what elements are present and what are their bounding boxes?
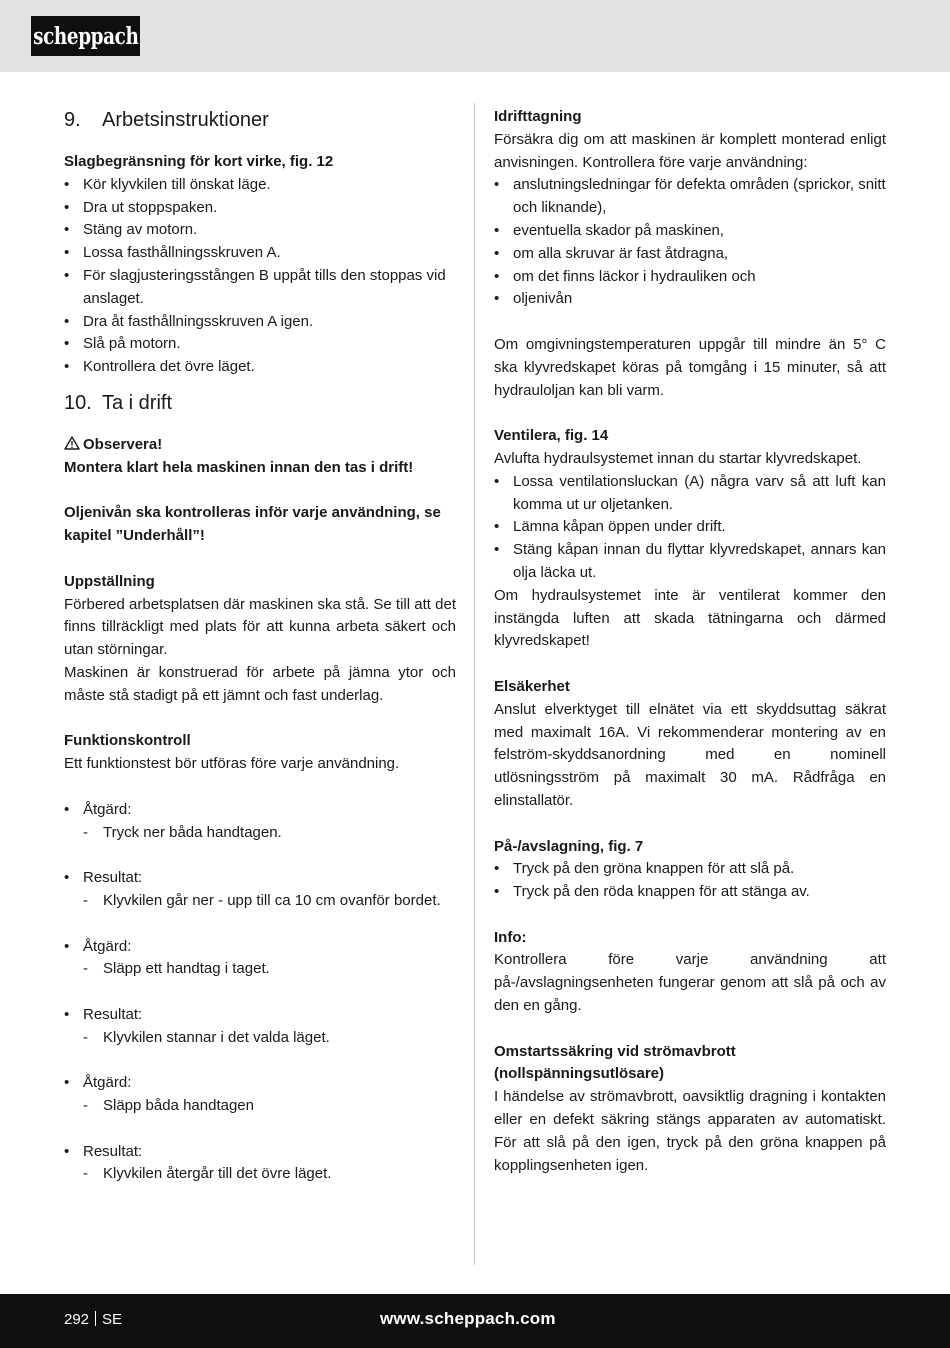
list-item: • Slå på motorn. (64, 333, 456, 356)
info-text: Kontrollera före varje användning att på-/avslagningsenheten fungerar genom att slå på och av den en gång. (494, 951, 886, 1015)
vent-heading: Ventilera, fig. 14 (494, 427, 609, 445)
header-band (0, 0, 950, 72)
step-label: • Resultat: (64, 867, 456, 890)
list-item: • Kontrollera det övre läget. (64, 356, 456, 379)
warning-label-line (64, 434, 456, 457)
onoff-heading: På-/avslagning, fig. 7 (494, 837, 644, 855)
list-item: • Stäng av motorn. (64, 219, 456, 242)
page-separator (95, 1311, 96, 1326)
restart-text: I händelse av strömavbrott, oavsiktlig dragning i kontakten eller en defekt säkring stängs apparaten av automatiskt. För att slå på den igen, tryck på den gröna knappen på kopplingsenheten igen. (494, 1088, 886, 1174)
stroke-list (64, 174, 456, 379)
list-item: • om alla skruvar är fast åtdragna, (494, 243, 886, 266)
list-item: • Dra ut stoppspaken. (64, 197, 456, 220)
list-item: • Tryck på den gröna knappen för att slå på. (494, 858, 886, 881)
temperature-text: Om omgivningstemperaturen uppgår till mindre än 5° C ska klyvredskapet köras på tomgång i 15 minuter, så att hydrauloljan kan bli varm. (494, 335, 886, 399)
step-4 (64, 1004, 456, 1027)
list-item: • oljenivån (494, 288, 886, 311)
commissioning-heading: Idrifttagning (494, 108, 582, 125)
step-5 (64, 1072, 456, 1095)
step-detail: - Släpp ett handtag i taget. (64, 958, 456, 981)
list-item: • om det finns läckor i hydrauliken och (494, 266, 886, 289)
setup-heading: Uppställning (64, 572, 155, 590)
left-column (64, 106, 456, 1186)
restart-heading: Omstartssäkring vid strömavbrott (nollspänningsutlösare) (494, 1042, 736, 1083)
scheppach-logo (31, 16, 140, 56)
step-detail: - Klyvkilen går ner - upp till ca 10 cm ovanför bordet. (64, 890, 456, 913)
list-item: • anslutningsledningar för defekta områden (sprickor, snitt och liknande), (494, 174, 886, 220)
step-3 (64, 936, 456, 959)
commissioning-list (494, 174, 886, 311)
list-item: • För slagjusteringsstången B uppåt tills den stoppas vid anslaget. (64, 265, 456, 311)
list-item: • Tryck på den röda knappen för att stänga av. (494, 881, 886, 904)
logo-text: scheppach (32, 22, 139, 50)
list-item: • Stäng kåpan innan du flyttar klyvredskapet, annars kan olja läcka ut. (494, 539, 886, 585)
commissioning-text: Försäkra dig om att maskinen är komplett monterad enligt anvisningen. Kontrollera före varje användning: (494, 130, 886, 171)
list-item: • Dra åt fasthållningsskruven A igen. (64, 311, 456, 334)
setup-text-2: Maskinen är konstruerad för arbete på jämna ytor och måste stå stadigt på ett jämnt och fast underlag. (64, 663, 456, 704)
info-heading: Info: (494, 928, 527, 946)
section-9-title: Arbetsinstruktioner (102, 108, 269, 131)
vent-list (494, 471, 886, 585)
electrical-text: Anslut elverktyget till elnätet via ett skyddsuttag säkrat med maximalt 16A. Vi rekommenderar montering av en felström-skyddsanordning med en nominell utlösningsström på maximalt 30 mA. Rådfråga en elinstallatör. (494, 700, 886, 809)
function-text: Ett funktionstest bör utföras före varje användning. (64, 755, 400, 773)
step-6 (64, 1141, 456, 1164)
list-item: • Lossa ventilationsluckan (A) några varv så att luft kan komma ut ur oljetanken. (494, 471, 886, 517)
page-number: 292 (64, 1311, 90, 1328)
section-10-number: 10. (64, 391, 92, 414)
step-label: • Resultat: (64, 1004, 456, 1027)
vent-warning: Om hydraulsystemet inte är ventilerat kommer den instängda luften att skada tätningarna och därmed klyvredskapet! (494, 586, 886, 650)
step-detail: - Klyvkilen stannar i det valda läget. (64, 1027, 456, 1050)
page-indicator (64, 1310, 122, 1330)
section-9-number: 9. (64, 108, 81, 131)
step-detail: - Tryck ner båda handtagen. (64, 822, 456, 845)
list-item: • eventuella skador på maskinen, (494, 220, 886, 243)
step-detail: - Klyvkilen återgår till det övre läget. (64, 1163, 456, 1186)
section-9-heading (64, 106, 456, 134)
step-1 (64, 799, 456, 822)
stroke-heading: Slagbegränsning för kort virke, fig. 12 (64, 153, 334, 170)
step-detail: - Släpp båda handtagen (64, 1095, 456, 1118)
right-column (494, 106, 886, 1177)
column-divider (474, 103, 475, 1265)
step-2 (64, 867, 456, 890)
onoff-list (494, 858, 886, 904)
section-10-heading (64, 389, 456, 417)
list-item: • Lossa fasthållningsskruven A. (64, 242, 456, 265)
step-label: • Resultat: (64, 1141, 456, 1164)
website-url: www.scheppach.com (380, 1309, 556, 1328)
function-heading: Funktionskontroll (64, 732, 191, 750)
vent-text: Avlufta hydraulsystemet innan du startar klyvredskapet. (494, 449, 862, 467)
warning-text: Montera klart hela maskinen innan den tas i drift! (64, 458, 414, 476)
step-label: • Åtgärd: (64, 936, 456, 959)
setup-text-1: Förbered arbetsplatsen där maskinen ska stå. Se till att det finns tillräckligt med plats för att kunna arbeta säkert och utan störningar. (64, 595, 456, 659)
warning-triangle-icon (64, 436, 80, 450)
step-label: • Åtgärd: (64, 799, 456, 822)
oil-note: Oljenivån ska kontrolleras inför varje användning, se kapitel ”Underhåll”! (64, 504, 441, 545)
list-item: • Kör klyvkilen till önskat läge. (64, 174, 456, 197)
step-label: • Åtgärd: (64, 1072, 456, 1095)
list-item: • Lämna kåpan öppen under drift. (494, 516, 886, 539)
section-10-title: Ta i drift (102, 391, 173, 414)
electrical-heading: Elsäkerhet (494, 677, 570, 695)
footer-band (0, 1294, 950, 1348)
warning-label: Observera! (83, 435, 163, 453)
language-code: SE (102, 1311, 123, 1328)
